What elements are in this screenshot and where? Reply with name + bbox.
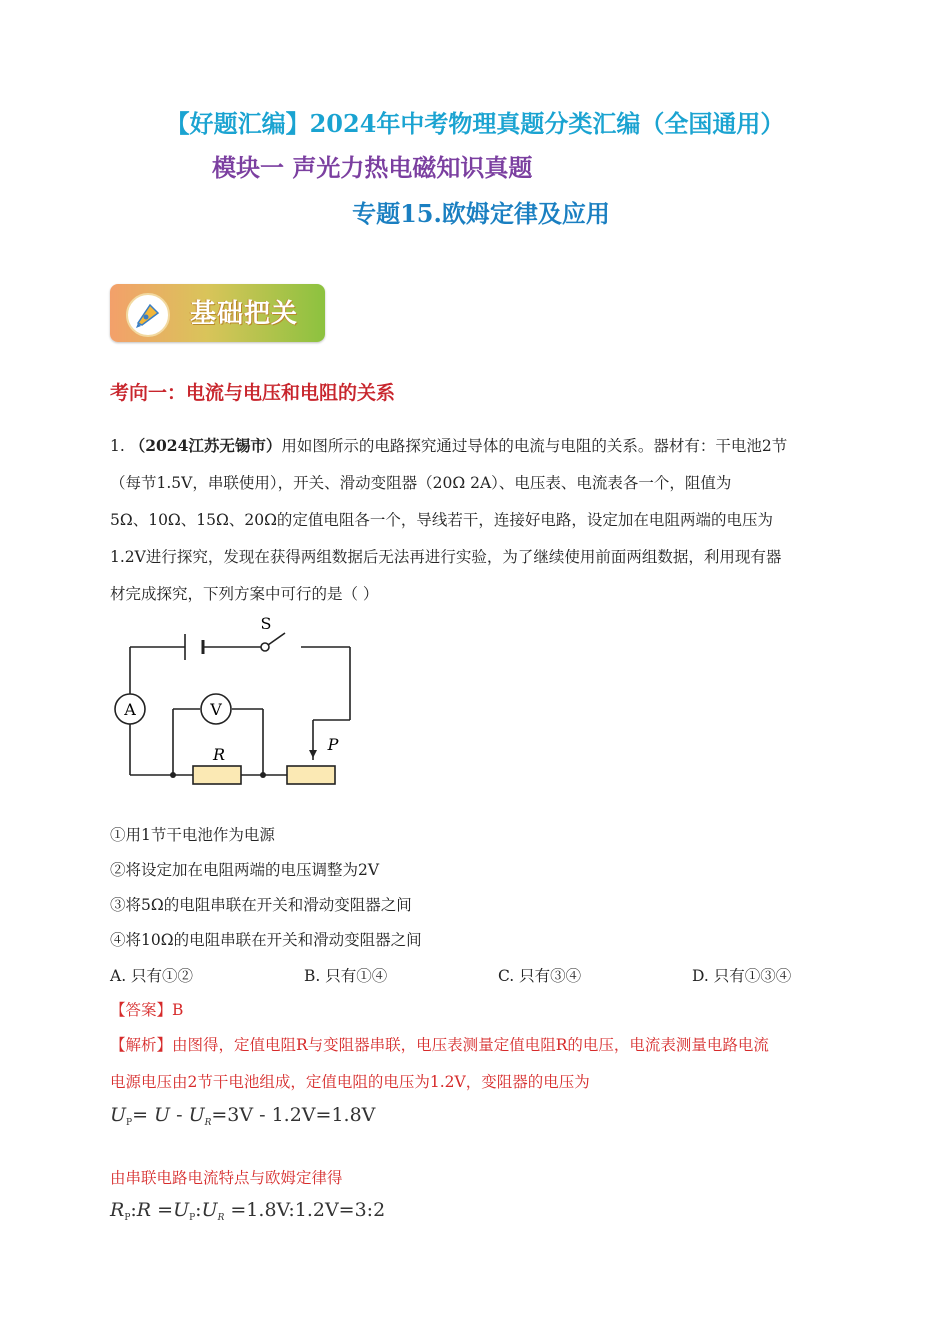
statement-2: ②将设定加在电阻两端的电压调整为2V [110,861,380,879]
circuit-diagram [105,610,365,795]
answer-label: 【答案】B [110,1001,184,1019]
resistor-label: R [212,745,226,764]
question-text-line: 用如图所示的电路探究通过导体的电流与电阻的关系。器材有：干电池2节 [281,437,788,455]
switch-lever [268,633,285,645]
formula-voltage-value: =3V - 1.2V=1.8V [211,1104,376,1126]
choice-a: A. 只有①② [110,967,194,985]
fixed-resistor [193,766,241,784]
choice-c: C. 只有③④ [498,967,582,985]
junction-dot [260,772,266,778]
question-text-line: 5Ω、10Ω、15Ω、20Ω的定值电阻各一个，导线若干，连接好电路，设定加在电阻两端的电压为 [110,511,773,529]
formula-ratio: $R_P:R$ $=U_P:U_R$ =1.8V:1.2V=3:2 [110,1199,386,1223]
slider-arrow [309,750,317,758]
analysis-label: 【解析】 [110,1036,173,1054]
question-text-line: （每节1.5V，串联使用），开关、滑动变阻器（20Ω 2A）、电压表、电流表各一个，阻值为 [110,474,732,492]
section-badge [110,284,325,342]
module-title: 模块一 声光力热电磁知识真题 [212,153,533,182]
analysis-line: 由图得，定值电阻R与变阻器串联，电压表测量定值电阻R的电压，电流表测量电路电流 [172,1036,769,1054]
formula-ratio-value: =1.8V:1.2V=3:2 [230,1199,386,1221]
statement-1: ①用1节干电池作为电源 [110,826,275,844]
choice-b: B. 只有①④ [304,967,388,985]
answer-choices [110,964,850,988]
question-text-line: 材完成探究，下列方案中可行的是（ ） [110,585,379,603]
statement-3: ③将5Ω的电阻串联在开关和滑动变阻器之间 [110,896,412,914]
analysis-line: 电源电压由2节干电池组成，定值电阻的电压为1.2V，变阻器的电压为 [110,1073,590,1091]
question-1-stem [110,427,840,613]
question-source: （2024江苏无锡市） [129,436,282,455]
slider-label: P [327,735,339,754]
analysis-block [110,1027,840,1101]
section-heading: 考向一：电流与电压和电阻的关系 [110,382,396,404]
question-text-line: 1.2V进行探究，发现在获得两组数据后无法再进行实验，为了继续使用前面两组数据，利用现有器 [110,548,782,566]
choice-d: D. 只有①③④ [692,967,792,985]
pen-nib-icon [126,293,170,337]
formula-voltage: $U_P= U - U_R=3V - 1.2V=1.8V$ [110,1104,376,1128]
topic-title: 专题15.欧姆定律及应用 [352,199,610,228]
analysis-line: 由串联电路电流特点与欧姆定律得 [110,1169,343,1187]
voltmeter-label: V [210,700,222,719]
junction-dot [170,772,176,778]
rheostat [287,766,335,784]
switch-label: S [260,614,272,633]
document-title: 【好题汇编】2024年中考物理真题分类汇编（全国通用） [165,109,785,138]
ammeter-label: A [124,700,136,719]
question-number: 1. [110,437,125,455]
badge-label: 基础把关 [190,299,299,329]
statement-4: ④将10Ω的电阻串联在开关和滑动变阻器之间 [110,931,422,949]
